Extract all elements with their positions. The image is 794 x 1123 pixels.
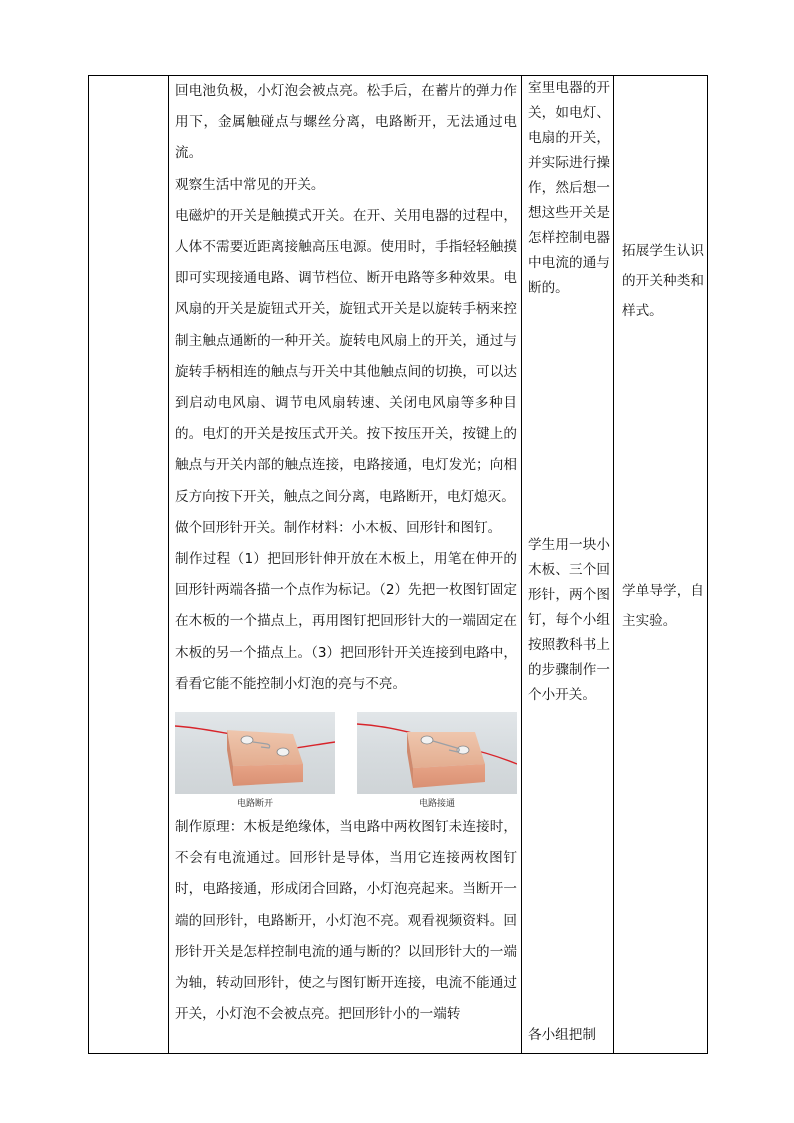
paragraph-process: 制作过程（1）把回形针伸开放在木板上，用笔在伸开的回形针两端各描一个点作为标记。（2）先把一枚图钉固定在木板的一个描点上，再用图钉把回形针大的一端固定在木板的另一个描点上。（3）把回形针开关连接到电路中，看看它能不能控制小灯泡的亮与不亮。 bbox=[175, 551, 517, 692]
teacher-activity-cell bbox=[169, 76, 522, 1054]
paragraph-materials: 做个回形针开关。制作材料：小木板、回形针和图钉。 bbox=[175, 519, 502, 536]
design-intent-cell bbox=[614, 76, 708, 1054]
photo-closed-circuit bbox=[357, 712, 517, 794]
lesson-table bbox=[88, 75, 708, 1054]
intent-text-expand: 拓展学生认识的开关种类和样式。 bbox=[622, 243, 704, 319]
paragraph-switch-types: 电磁炉的开关是触摸式开关。在开、关用电器的过程中，人体不需要近距离接触高压电源。使用时，手指轻轻触摸即可实现接通电路、调节档位、断开电路等多种效果。电风扇的开关是旋钮式开关，旋钮式开关是以旋转手柄来控制主触点通断的一种开关。旋转电风扇上的开关，通过与旋转手柄相连的触点与开关中其他触点间的切换，可以达到启动电风扇、调节电风扇转速、关闭电风扇等多种目的。电灯的开关是按压式开关。按下按压开关，按键上的触点与开关内部的触点连接，电路接通，电灯发光；向相反方向按下开关，触点之间分离，电路断开，电灯熄灭。 bbox=[175, 207, 517, 505]
student-text-group: 各小组把制 bbox=[528, 1027, 596, 1043]
figure-closed-circuit bbox=[357, 712, 517, 811]
paragraph-principle: 制作原理：木板是绝缘体，当电路中两枚图钉未连接时，不会有电流通过。回形针是导体，当用它连接两枚图钉时，电路接通，形成闭合回路，小灯泡亮起来。当断开一端的回形针，电路断开，小灯泡不亮。观看视频资料。回形针开关是怎样控制电流的通与断的？以回形针大的一端为轴，转动回形针，使之与图钉断开连接，电流不能通过开关，小灯泡不会被点亮。把回形针小的一端转 bbox=[175, 819, 517, 1023]
photo-open-circuit bbox=[175, 712, 335, 794]
student-activity-cell bbox=[522, 76, 614, 1054]
student-text-make: 学生用一块小木板、三个回形针，两个图钉，每个小组按照教科书上的步骤制作一个小开关。 bbox=[528, 537, 610, 703]
student-text-observe: 室里电器的开关，如电灯、电扇的开关，并实际进行操作，然后想一想这些开关是怎样控制电器中电流的通与断的。 bbox=[528, 80, 610, 296]
figure-row bbox=[175, 712, 517, 811]
paragraph-battery: 回电池负极，小灯泡会被点亮。松手后，在蓄片的弹力作用下，金属触碰点与螺丝分离，电路断开，无法通过电流。 bbox=[175, 83, 517, 162]
blank-stage-cell bbox=[89, 76, 169, 1054]
caption-open-circuit: 电路断开 bbox=[236, 799, 273, 810]
figure-open-circuit bbox=[175, 712, 335, 811]
intent-text-experiment: 学单导学，自主实验。 bbox=[622, 583, 704, 629]
caption-closed-circuit: 电路接通 bbox=[418, 799, 455, 810]
paragraph-observe: 观察生活中常见的开关。 bbox=[175, 176, 325, 193]
